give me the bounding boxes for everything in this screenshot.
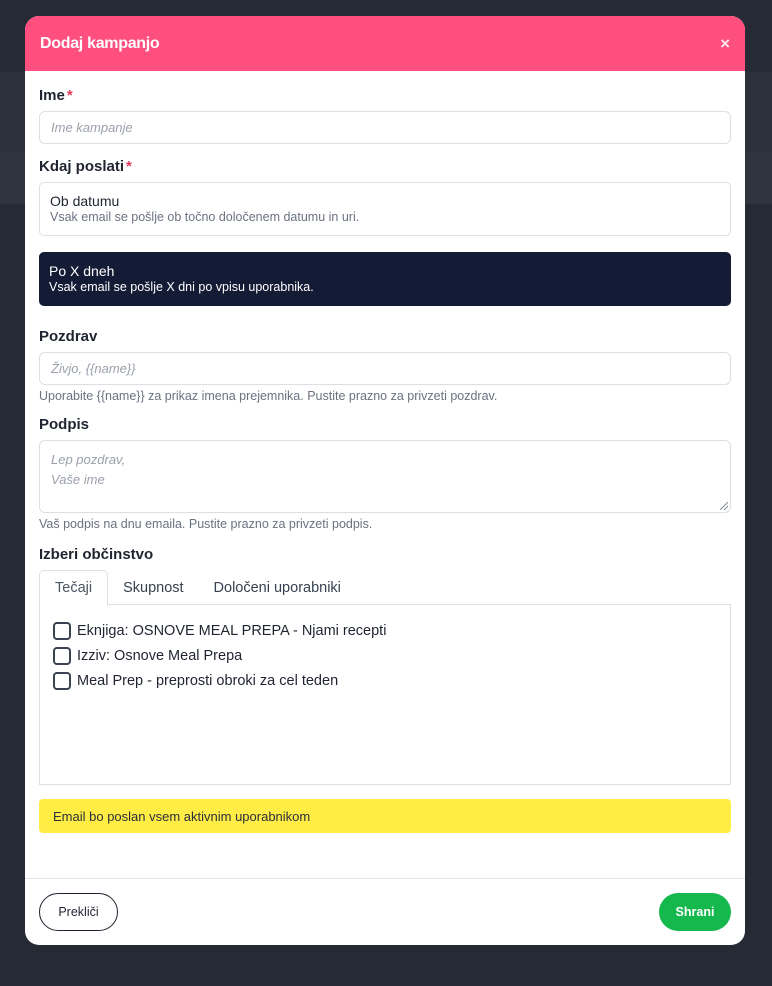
add-campaign-modal bbox=[25, 16, 745, 945]
list-item[interactable] bbox=[53, 618, 717, 643]
required-mark: * bbox=[66, 87, 73, 104]
tab-specific-users[interactable]: Določeni uporabniki bbox=[213, 579, 341, 596]
signature-label: Podpis bbox=[39, 416, 90, 433]
greeting-placeholder: Živjo, {{name}} bbox=[51, 361, 136, 376]
modal-title: Dodaj kampanjo bbox=[40, 34, 160, 52]
course-label: Eknjiga: OSNOVE MEAL PREPA - Njami recepti bbox=[77, 622, 387, 639]
when-label-text: Kdaj poslati bbox=[39, 158, 125, 175]
campaign-name-placeholder: Ime kampanje bbox=[51, 120, 133, 135]
courses-panel bbox=[39, 605, 731, 785]
required-mark: * bbox=[126, 158, 132, 175]
close-icon[interactable]: × bbox=[720, 34, 730, 53]
greeting-label: Pozdrav bbox=[39, 328, 98, 345]
save-button[interactable]: Shrani bbox=[659, 893, 731, 931]
course-label: Meal Prep - preprosti obroki za cel teden bbox=[77, 672, 339, 689]
option-on-date[interactable] bbox=[39, 182, 731, 236]
course-checkbox[interactable] bbox=[53, 622, 71, 640]
greeting-input[interactable] bbox=[39, 352, 731, 385]
tab-courses[interactable]: Tečaji bbox=[39, 570, 108, 606]
option-title: Ob datumu bbox=[50, 193, 120, 209]
when-label bbox=[39, 158, 731, 175]
course-checkbox[interactable] bbox=[53, 647, 71, 665]
cancel-button[interactable]: Prekliči bbox=[39, 893, 118, 931]
option-description: Vsak email se pošlje X dni po vpisu uporabnika. bbox=[49, 280, 314, 294]
campaign-name-input[interactable] bbox=[39, 111, 731, 144]
modal-body bbox=[25, 87, 745, 833]
recipients-notice: Email bo poslan vsem aktivnim uporabnikom bbox=[39, 799, 731, 833]
name-label-text: Ime bbox=[39, 87, 65, 104]
modal-header bbox=[25, 16, 745, 71]
list-item[interactable] bbox=[53, 668, 717, 693]
tab-community[interactable]: Skupnost bbox=[123, 579, 184, 596]
course-checkbox[interactable] bbox=[53, 672, 71, 690]
option-description: Vsak email se pošlje ob točno določenem datumu in uri. bbox=[50, 210, 360, 224]
option-title: Po X dneh bbox=[49, 263, 115, 279]
name-label bbox=[39, 87, 731, 104]
signature-placeholder-line: Vaše ime bbox=[51, 472, 105, 487]
signature-textarea[interactable] bbox=[39, 440, 731, 513]
course-label: Izziv: Osnove Meal Prepa bbox=[77, 647, 243, 664]
list-item[interactable] bbox=[53, 643, 717, 668]
audience-label: Izberi občinstvo bbox=[39, 546, 154, 563]
modal-footer bbox=[25, 878, 745, 945]
signature-placeholder-line: Lep pozdrav, bbox=[51, 452, 126, 467]
audience-tabs bbox=[39, 570, 731, 605]
signature-help: Vaš podpis na dnu emaila. Pustite prazno za privzeti podpis. bbox=[39, 517, 373, 531]
option-after-x-days[interactable] bbox=[39, 252, 731, 306]
greeting-help: Uporabite {{name}} za prikaz imena prejemnika. Pustite prazno za privzeti pozdrav. bbox=[39, 389, 498, 403]
resize-handle-icon[interactable] bbox=[720, 502, 728, 510]
